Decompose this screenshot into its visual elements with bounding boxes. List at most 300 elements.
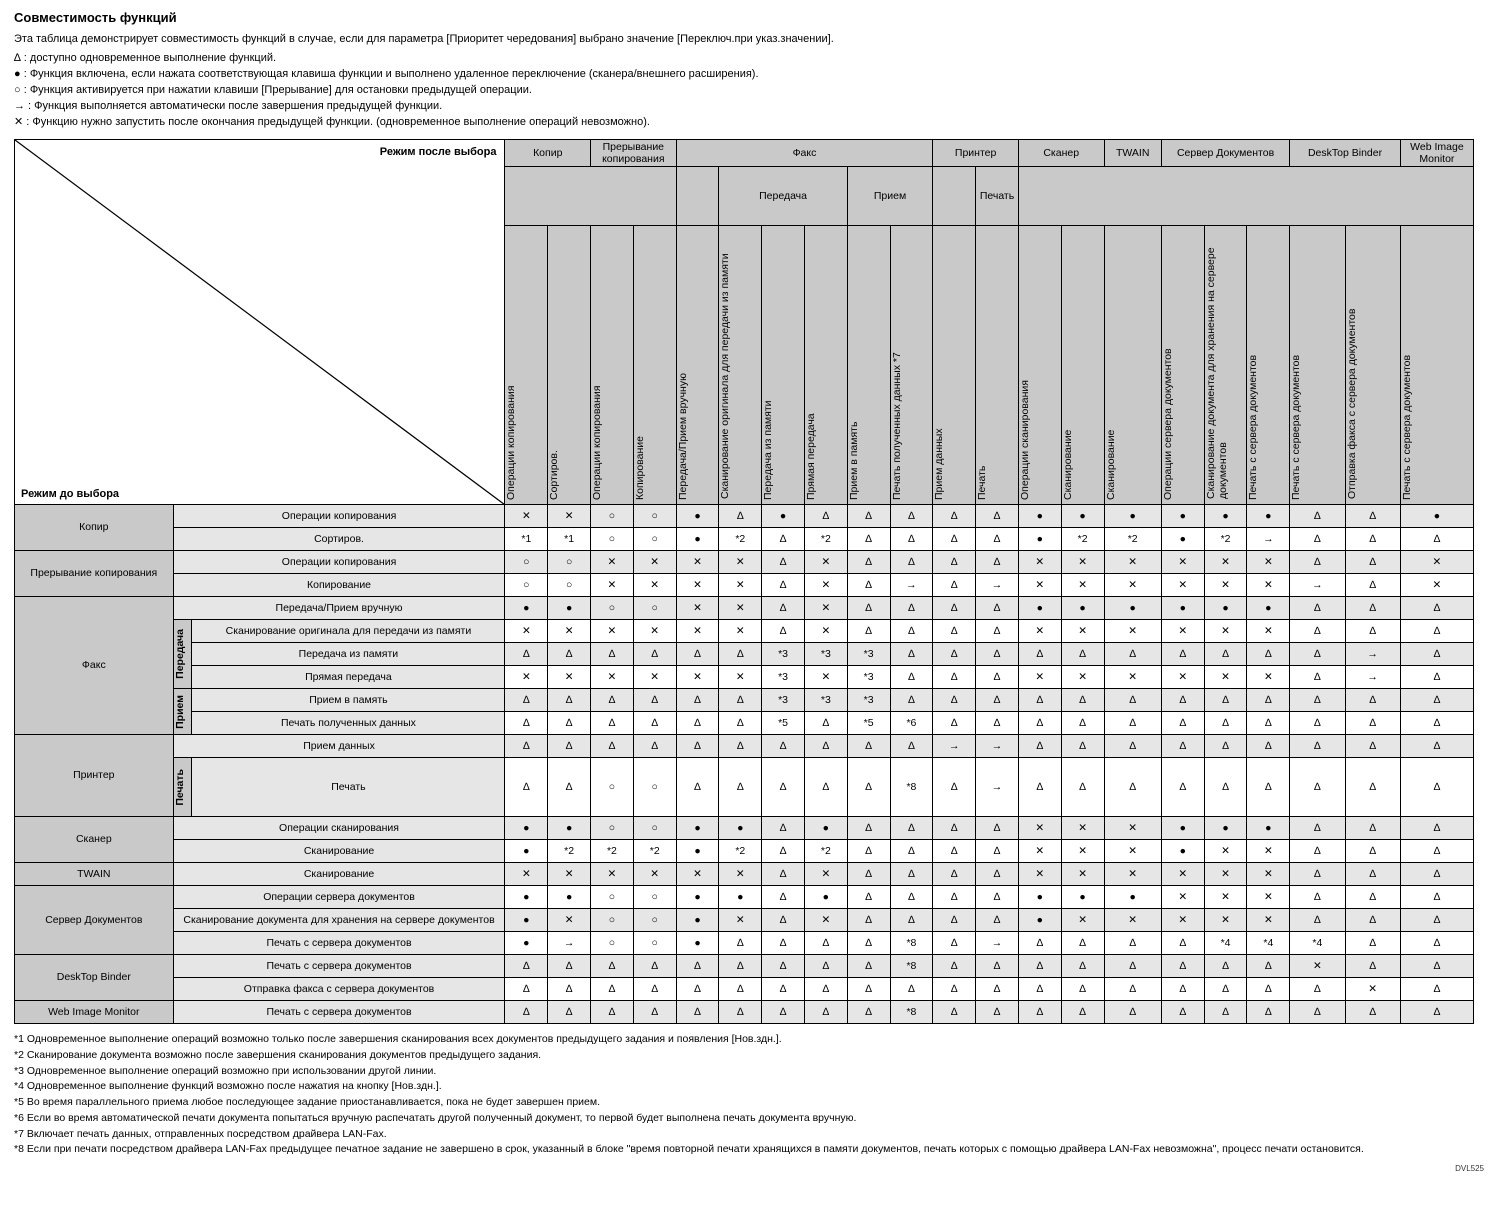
matrix-cell: *4 bbox=[1247, 932, 1290, 955]
matrix-cell: ∆ bbox=[633, 978, 676, 1001]
matrix-cell: ∆ bbox=[847, 1001, 890, 1024]
matrix-cell: ∆ bbox=[762, 909, 805, 932]
col-header bbox=[1345, 226, 1400, 505]
matrix-cell: ● bbox=[1104, 886, 1161, 909]
matrix-cell: ∆ bbox=[804, 735, 847, 758]
matrix-cell: ∆ bbox=[1204, 1001, 1247, 1024]
matrix-cell: ∆ bbox=[976, 597, 1019, 620]
col-group-header: Принтер bbox=[933, 139, 1019, 166]
matrix-cell: ● bbox=[548, 886, 591, 909]
col-header bbox=[548, 226, 591, 505]
col-header bbox=[1290, 226, 1345, 505]
matrix-cell: ✕ bbox=[804, 620, 847, 643]
matrix-cell: ✕ bbox=[1104, 863, 1161, 886]
matrix-cell: ∆ bbox=[1161, 978, 1204, 1001]
footnotes bbox=[14, 1032, 1484, 1158]
matrix-cell: ∆ bbox=[933, 574, 976, 597]
matrix-cell: ✕ bbox=[1018, 863, 1061, 886]
table-row bbox=[15, 886, 1474, 909]
matrix-cell: ✕ bbox=[1400, 574, 1473, 597]
matrix-cell: ∆ bbox=[1290, 620, 1345, 643]
matrix-cell: *8 bbox=[890, 758, 933, 817]
matrix-cell: ● bbox=[1018, 886, 1061, 909]
matrix-cell: ∆ bbox=[1204, 712, 1247, 735]
col-header bbox=[804, 226, 847, 505]
matrix-cell: ∆ bbox=[633, 712, 676, 735]
matrix-cell: ∆ bbox=[1400, 909, 1473, 932]
col-group-header: Сервер Документов bbox=[1161, 139, 1289, 166]
footnote: *1 Одновременное выполнение операций возможно только после завершения сканирования всех документов предыдущего задания и появления [Нов.здн.]. bbox=[14, 1033, 782, 1046]
matrix-cell: ∆ bbox=[847, 886, 890, 909]
matrix-cell: ✕ bbox=[1104, 817, 1161, 840]
col-group-header: Web Image Monitor bbox=[1400, 139, 1473, 166]
matrix-cell: ○ bbox=[633, 528, 676, 551]
matrix-cell: ✕ bbox=[1247, 574, 1290, 597]
matrix-cell: ∆ bbox=[933, 643, 976, 666]
matrix-cell: ∆ bbox=[1400, 689, 1473, 712]
matrix-cell: ∆ bbox=[976, 886, 1019, 909]
matrix-cell: ● bbox=[1161, 840, 1204, 863]
matrix-cell: ∆ bbox=[762, 863, 805, 886]
matrix-cell: ✕ bbox=[548, 909, 591, 932]
row-subgroup-header: Прием bbox=[173, 689, 192, 735]
matrix-cell: ✕ bbox=[548, 505, 591, 528]
matrix-cell: ✕ bbox=[1061, 863, 1104, 886]
matrix-cell: ∆ bbox=[762, 817, 805, 840]
matrix-cell: ∆ bbox=[1161, 735, 1204, 758]
col-header-label: Передача из памяти bbox=[762, 400, 775, 501]
matrix-cell: ∆ bbox=[505, 712, 548, 735]
matrix-cell: ∆ bbox=[1247, 689, 1290, 712]
matrix-cell: ∆ bbox=[1290, 712, 1345, 735]
matrix-cell: ∆ bbox=[976, 817, 1019, 840]
col-header-label: Операции копирования bbox=[505, 385, 518, 501]
axis-label-after: Режим после выбора bbox=[379, 145, 497, 158]
matrix-cell: ∆ bbox=[1345, 712, 1400, 735]
matrix-cell: ○ bbox=[591, 909, 634, 932]
col-header bbox=[1247, 226, 1290, 505]
matrix-cell: ∆ bbox=[933, 597, 976, 620]
matrix-cell: ∆ bbox=[591, 643, 634, 666]
matrix-cell: ∆ bbox=[1400, 932, 1473, 955]
matrix-cell: ∆ bbox=[1400, 863, 1473, 886]
matrix-cell: ✕ bbox=[633, 666, 676, 689]
matrix-cell: ○ bbox=[591, 597, 634, 620]
row-label: Печать bbox=[192, 758, 505, 817]
matrix-cell: ∆ bbox=[1161, 932, 1204, 955]
matrix-cell: ✕ bbox=[633, 620, 676, 643]
matrix-cell: ✕ bbox=[1204, 863, 1247, 886]
matrix-cell: ∆ bbox=[1104, 955, 1161, 978]
matrix-cell: ∆ bbox=[1290, 643, 1345, 666]
matrix-cell: ✕ bbox=[1061, 840, 1104, 863]
matrix-cell: ● bbox=[548, 597, 591, 620]
table-row bbox=[15, 978, 1474, 1001]
matrix-cell: ✕ bbox=[1290, 955, 1345, 978]
matrix-cell: ● bbox=[1018, 909, 1061, 932]
matrix-cell: ∆ bbox=[1204, 689, 1247, 712]
matrix-cell: ∆ bbox=[1345, 817, 1400, 840]
matrix-cell: ∆ bbox=[505, 758, 548, 817]
matrix-cell: ∆ bbox=[1018, 758, 1061, 817]
legend-item: ∆ : доступно одновременное выполнение функций. bbox=[14, 52, 277, 64]
table-row bbox=[15, 735, 1474, 758]
matrix-cell: ● bbox=[505, 909, 548, 932]
matrix-cell: ∆ bbox=[719, 505, 762, 528]
matrix-cell: ∆ bbox=[976, 620, 1019, 643]
matrix-cell: ∆ bbox=[1247, 735, 1290, 758]
col-header bbox=[1104, 226, 1161, 505]
matrix-cell: ∆ bbox=[505, 978, 548, 1001]
matrix-cell: ● bbox=[1161, 505, 1204, 528]
matrix-cell: ✕ bbox=[591, 863, 634, 886]
row-label: Операции сканирования bbox=[173, 817, 505, 840]
matrix-cell: ∆ bbox=[1345, 863, 1400, 886]
matrix-cell: ∆ bbox=[1400, 735, 1473, 758]
legend bbox=[14, 51, 1484, 131]
footnote: *6 Если во время автоматической печати документа попытаться вручную распечатать другой полученный документ, то первой будет выполнена печать документа вручную. bbox=[14, 1111, 857, 1124]
matrix-cell: ∆ bbox=[1018, 643, 1061, 666]
matrix-cell: ∆ bbox=[933, 817, 976, 840]
matrix-cell: ∆ bbox=[762, 932, 805, 955]
legend-item: ○ : Функция активируется при нажатии клавиши [Прерывание] для остановки предыдущей операции. bbox=[14, 83, 532, 96]
matrix-cell: *2 bbox=[804, 528, 847, 551]
matrix-cell: ∆ bbox=[1345, 955, 1400, 978]
table-row bbox=[15, 758, 1474, 817]
matrix-cell: ∆ bbox=[1345, 620, 1400, 643]
matrix-cell: *8 bbox=[890, 955, 933, 978]
matrix-cell: ∆ bbox=[1400, 817, 1473, 840]
table-row bbox=[15, 643, 1474, 666]
row-group-header: Факс bbox=[15, 597, 174, 735]
matrix-cell: ∆ bbox=[1290, 840, 1345, 863]
matrix-cell: ● bbox=[1247, 505, 1290, 528]
matrix-cell: ∆ bbox=[933, 620, 976, 643]
matrix-cell: ● bbox=[1018, 505, 1061, 528]
matrix-cell: ✕ bbox=[1161, 863, 1204, 886]
matrix-cell: ∆ bbox=[762, 758, 805, 817]
matrix-cell: ∆ bbox=[676, 978, 719, 1001]
matrix-cell: ✕ bbox=[719, 909, 762, 932]
matrix-cell: ✕ bbox=[1204, 840, 1247, 863]
matrix-cell: ∆ bbox=[1104, 643, 1161, 666]
matrix-cell: ∆ bbox=[804, 758, 847, 817]
matrix-cell: ✕ bbox=[548, 620, 591, 643]
col-header-label: Печать с сервера документов bbox=[1247, 355, 1260, 501]
row-group-header: Сервер Документов bbox=[15, 886, 174, 955]
matrix-cell: ✕ bbox=[804, 909, 847, 932]
matrix-cell: ∆ bbox=[1290, 863, 1345, 886]
footnote: *3 Одновременное выполнение операций возможно при использовании другой линии. bbox=[14, 1064, 437, 1077]
matrix-cell: ✕ bbox=[804, 863, 847, 886]
matrix-cell: ∆ bbox=[633, 643, 676, 666]
row-label: Печать с сервера документов bbox=[173, 932, 505, 955]
matrix-cell: ● bbox=[1204, 597, 1247, 620]
col-header-label: Сканирование документа для хранения на сервере документов bbox=[1204, 247, 1229, 500]
matrix-cell: ∆ bbox=[1104, 978, 1161, 1001]
matrix-cell: ∆ bbox=[976, 528, 1019, 551]
matrix-cell: ∆ bbox=[933, 863, 976, 886]
matrix-cell: *2 bbox=[1204, 528, 1247, 551]
matrix-cell: ∆ bbox=[847, 817, 890, 840]
axis-diagonal-cell bbox=[15, 139, 505, 504]
matrix-cell: ● bbox=[719, 886, 762, 909]
intro-text: Эта таблица демонстрирует совместимость функций в случае, если для параметра [Приоритет чередования] выбрано значение [Переключ.при указ.значении]. bbox=[14, 33, 834, 45]
matrix-cell: ✕ bbox=[1247, 863, 1290, 886]
matrix-cell: *5 bbox=[762, 712, 805, 735]
table-row bbox=[15, 574, 1474, 597]
matrix-cell: ● bbox=[1161, 528, 1204, 551]
matrix-cell: ✕ bbox=[1161, 666, 1204, 689]
matrix-cell: ∆ bbox=[762, 735, 805, 758]
row-group-header: TWAIN bbox=[15, 863, 174, 886]
col-group-header: DeskTop Binder bbox=[1290, 139, 1401, 166]
matrix-cell: ∆ bbox=[1400, 597, 1473, 620]
table-row bbox=[15, 620, 1474, 643]
matrix-cell: ✕ bbox=[1018, 620, 1061, 643]
matrix-cell: ∆ bbox=[1061, 758, 1104, 817]
matrix-cell: ∆ bbox=[890, 689, 933, 712]
matrix-cell: ∆ bbox=[762, 1001, 805, 1024]
matrix-cell: ○ bbox=[633, 817, 676, 840]
row-label: Сканирование документа для хранения на сервере документов bbox=[173, 909, 505, 932]
matrix-cell: ∆ bbox=[976, 955, 1019, 978]
matrix-cell: ∆ bbox=[890, 840, 933, 863]
col-header-label: Сканирование bbox=[1104, 429, 1117, 501]
matrix-cell: ∆ bbox=[676, 735, 719, 758]
matrix-cell: *2 bbox=[591, 840, 634, 863]
matrix-cell: ∆ bbox=[933, 528, 976, 551]
row-label: Сканирование оригинала для передачи из памяти bbox=[192, 620, 505, 643]
matrix-cell: ∆ bbox=[890, 909, 933, 932]
matrix-cell: ∆ bbox=[1345, 932, 1400, 955]
col-header bbox=[1204, 226, 1247, 505]
matrix-cell: ∆ bbox=[1400, 666, 1473, 689]
matrix-cell: ✕ bbox=[804, 597, 847, 620]
matrix-cell: ∆ bbox=[890, 817, 933, 840]
matrix-cell: ∆ bbox=[1204, 735, 1247, 758]
matrix-cell: ✕ bbox=[1247, 551, 1290, 574]
table-row bbox=[15, 505, 1474, 528]
matrix-cell: ● bbox=[1018, 597, 1061, 620]
matrix-cell: ∆ bbox=[847, 863, 890, 886]
matrix-cell: ∆ bbox=[933, 840, 976, 863]
matrix-cell: ∆ bbox=[976, 978, 1019, 1001]
matrix-cell: ○ bbox=[633, 886, 676, 909]
matrix-cell: ∆ bbox=[890, 666, 933, 689]
matrix-cell: ○ bbox=[633, 932, 676, 955]
matrix-cell: ∆ bbox=[1345, 758, 1400, 817]
col-header-label: Операции копирования bbox=[591, 385, 604, 501]
matrix-cell: ∆ bbox=[676, 955, 719, 978]
matrix-cell: *3 bbox=[762, 643, 805, 666]
matrix-cell: ∆ bbox=[548, 978, 591, 1001]
table-row bbox=[15, 689, 1474, 712]
matrix-cell: ∆ bbox=[591, 955, 634, 978]
matrix-cell: ✕ bbox=[1018, 817, 1061, 840]
matrix-cell: ∆ bbox=[591, 978, 634, 1001]
row-group-header: DeskTop Binder bbox=[15, 955, 174, 1001]
matrix-cell: ● bbox=[676, 909, 719, 932]
matrix-cell: ∆ bbox=[505, 689, 548, 712]
matrix-cell: ∆ bbox=[976, 909, 1019, 932]
matrix-cell: ✕ bbox=[1161, 886, 1204, 909]
matrix-cell: ∆ bbox=[1247, 758, 1290, 817]
matrix-cell: ✕ bbox=[676, 551, 719, 574]
matrix-cell: ∆ bbox=[1061, 1001, 1104, 1024]
matrix-cell: ∆ bbox=[847, 840, 890, 863]
matrix-cell: ✕ bbox=[1204, 886, 1247, 909]
matrix-cell: *3 bbox=[762, 666, 805, 689]
matrix-cell: ✕ bbox=[591, 574, 634, 597]
matrix-cell: ∆ bbox=[633, 1001, 676, 1024]
matrix-cell: *5 bbox=[847, 712, 890, 735]
matrix-cell: *3 bbox=[804, 689, 847, 712]
matrix-cell: ∆ bbox=[1400, 620, 1473, 643]
matrix-cell: → bbox=[976, 758, 1019, 817]
col-header-label: Печать с сервера документов bbox=[1290, 355, 1303, 501]
matrix-cell: ∆ bbox=[1161, 689, 1204, 712]
matrix-cell: ∆ bbox=[1018, 1001, 1061, 1024]
row-label: Операции копирования bbox=[173, 551, 505, 574]
matrix-cell: ∆ bbox=[1204, 643, 1247, 666]
matrix-cell: ∆ bbox=[976, 505, 1019, 528]
matrix-cell: ∆ bbox=[1400, 528, 1473, 551]
matrix-cell: ✕ bbox=[1104, 840, 1161, 863]
matrix-cell: ✕ bbox=[1018, 551, 1061, 574]
matrix-cell: ∆ bbox=[890, 597, 933, 620]
matrix-cell: ∆ bbox=[548, 735, 591, 758]
matrix-cell: ○ bbox=[633, 758, 676, 817]
matrix-cell: ✕ bbox=[719, 863, 762, 886]
matrix-cell: ○ bbox=[505, 551, 548, 574]
matrix-cell: ∆ bbox=[1161, 758, 1204, 817]
matrix-cell: ✕ bbox=[1204, 666, 1247, 689]
matrix-cell: ∆ bbox=[1061, 643, 1104, 666]
matrix-cell: ∆ bbox=[762, 551, 805, 574]
matrix-cell: ✕ bbox=[676, 666, 719, 689]
table-row bbox=[15, 1001, 1474, 1024]
matrix-cell: ✕ bbox=[505, 863, 548, 886]
matrix-cell: ∆ bbox=[933, 712, 976, 735]
col-subgroup-transmission: Передача bbox=[719, 166, 847, 225]
matrix-cell: ○ bbox=[591, 817, 634, 840]
matrix-cell: ● bbox=[505, 597, 548, 620]
footnote: *4 Одновременное выполнение функций возможно после нажатия на кнопку [Нов.здн.]. bbox=[14, 1080, 442, 1093]
matrix-cell: ∆ bbox=[1345, 735, 1400, 758]
matrix-cell: → bbox=[933, 735, 976, 758]
matrix-cell: ∆ bbox=[804, 1001, 847, 1024]
matrix-cell: ✕ bbox=[1247, 666, 1290, 689]
matrix-cell: ∆ bbox=[1018, 735, 1061, 758]
matrix-cell: ∆ bbox=[1061, 735, 1104, 758]
col-header-label: Сканирование оригинала для передачи из памяти bbox=[719, 253, 732, 500]
matrix-cell: ∆ bbox=[890, 863, 933, 886]
matrix-cell: ✕ bbox=[1018, 574, 1061, 597]
matrix-cell: ∆ bbox=[976, 712, 1019, 735]
col-header bbox=[762, 226, 805, 505]
col-header-label: Прием данных bbox=[933, 428, 946, 501]
matrix-cell: ∆ bbox=[1104, 735, 1161, 758]
matrix-cell: *4 bbox=[1204, 932, 1247, 955]
matrix-cell: ∆ bbox=[804, 505, 847, 528]
col-header bbox=[890, 226, 933, 505]
matrix-cell: ∆ bbox=[847, 955, 890, 978]
matrix-cell: ● bbox=[804, 886, 847, 909]
row-label: Отправка факса с сервера документов bbox=[173, 978, 505, 1001]
matrix-cell: ∆ bbox=[1061, 955, 1104, 978]
matrix-cell: ✕ bbox=[591, 551, 634, 574]
matrix-cell: ∆ bbox=[1290, 886, 1345, 909]
matrix-cell: ∆ bbox=[804, 712, 847, 735]
matrix-cell: ○ bbox=[591, 886, 634, 909]
matrix-cell: ✕ bbox=[1061, 620, 1104, 643]
matrix-cell: ∆ bbox=[719, 689, 762, 712]
page-title: Совместимость функций bbox=[14, 10, 177, 25]
matrix-cell: ○ bbox=[633, 909, 676, 932]
matrix-cell: ● bbox=[1061, 505, 1104, 528]
matrix-cell: → bbox=[548, 932, 591, 955]
matrix-cell: ∆ bbox=[804, 978, 847, 1001]
table-row bbox=[15, 528, 1474, 551]
row-group-header: Принтер bbox=[15, 735, 174, 817]
matrix-cell: ∆ bbox=[591, 689, 634, 712]
matrix-cell: ✕ bbox=[1247, 886, 1290, 909]
matrix-cell: → bbox=[976, 574, 1019, 597]
matrix-cell: ✕ bbox=[591, 620, 634, 643]
matrix-cell: ● bbox=[1061, 597, 1104, 620]
col-header-label: Сканирование bbox=[1061, 429, 1074, 501]
row-label: Печать полученных данных bbox=[192, 712, 505, 735]
matrix-cell: ● bbox=[1204, 505, 1247, 528]
col-header bbox=[633, 226, 676, 505]
row-label: Передача из памяти bbox=[192, 643, 505, 666]
matrix-cell: ∆ bbox=[719, 735, 762, 758]
matrix-cell: ∆ bbox=[1400, 840, 1473, 863]
row-label: Прямая передача bbox=[192, 666, 505, 689]
matrix-cell: ∆ bbox=[505, 955, 548, 978]
matrix-cell: ∆ bbox=[847, 620, 890, 643]
matrix-cell: ✕ bbox=[1018, 666, 1061, 689]
table-row bbox=[15, 955, 1474, 978]
matrix-cell: ∆ bbox=[548, 758, 591, 817]
matrix-cell: ∆ bbox=[505, 643, 548, 666]
matrix-cell: ● bbox=[1247, 817, 1290, 840]
matrix-cell: ∆ bbox=[1400, 643, 1473, 666]
matrix-cell: ∆ bbox=[1204, 978, 1247, 1001]
matrix-cell: ✕ bbox=[1104, 620, 1161, 643]
row-group-header: Копир bbox=[15, 505, 174, 551]
matrix-cell: ● bbox=[1018, 528, 1061, 551]
matrix-cell: ∆ bbox=[890, 505, 933, 528]
matrix-cell: *2 bbox=[804, 840, 847, 863]
matrix-cell: ✕ bbox=[719, 574, 762, 597]
matrix-cell: ● bbox=[1204, 817, 1247, 840]
matrix-cell: ○ bbox=[633, 597, 676, 620]
matrix-cell: *1 bbox=[505, 528, 548, 551]
compatibility-matrix bbox=[14, 139, 1474, 1024]
row-group-header: Web Image Monitor bbox=[15, 1001, 174, 1024]
matrix-cell: ● bbox=[548, 817, 591, 840]
matrix-cell: ∆ bbox=[1161, 643, 1204, 666]
matrix-cell: ✕ bbox=[1161, 574, 1204, 597]
matrix-cell: ✕ bbox=[676, 863, 719, 886]
matrix-cell: ∆ bbox=[847, 932, 890, 955]
col-group-header: Факс bbox=[676, 139, 933, 166]
matrix-cell: ✕ bbox=[676, 620, 719, 643]
matrix-cell: ∆ bbox=[1345, 574, 1400, 597]
matrix-cell: ∆ bbox=[976, 643, 1019, 666]
